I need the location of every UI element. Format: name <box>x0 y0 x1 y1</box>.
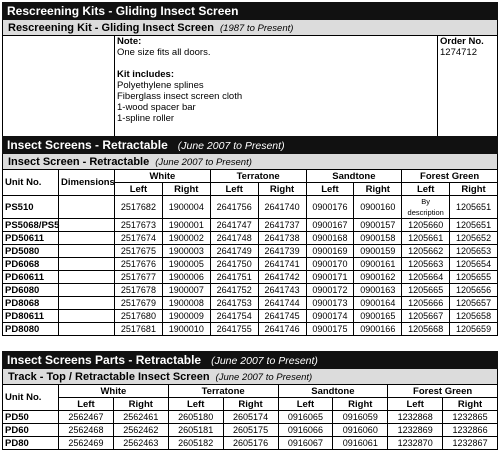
part-number-cell: 2562468 <box>59 424 114 437</box>
col-right: Right <box>162 183 210 196</box>
table-row <box>3 424 498 437</box>
part-number-cell: 2641741 <box>258 258 306 271</box>
part-number-cell: 2641749 <box>210 245 258 258</box>
col-right: Right <box>113 398 168 411</box>
part-number-cell: 1232865 <box>443 411 498 424</box>
part-number-cell: 2517679 <box>115 297 163 310</box>
part-number-cell: 1900002 <box>162 232 210 245</box>
part-number-cell: 1205658 <box>450 310 498 323</box>
part-number-cell: 2641750 <box>210 258 258 271</box>
unit-cell: PD60611 <box>3 271 59 284</box>
part-number-cell: 2517676 <box>115 258 163 271</box>
col-left: Left <box>115 183 163 196</box>
part-number-cell: 1205660 <box>402 219 450 232</box>
part-number-cell: 1205653 <box>450 245 498 258</box>
unit-cell: PD80611 <box>3 310 59 323</box>
part-number-cell: 2641740 <box>258 196 306 219</box>
part-number-cell: 1900001 <box>162 219 210 232</box>
table-row <box>3 271 498 284</box>
part-number-cell: 1232869 <box>388 424 443 437</box>
col-right: Right <box>333 398 388 411</box>
part-number-cell: 2517677 <box>115 271 163 284</box>
part-number-cell: 2605174 <box>223 411 278 424</box>
part-number-cell: 1900007 <box>162 284 210 297</box>
part-number-cell: 1900008 <box>162 297 210 310</box>
part-number-cell: 2517681 <box>115 323 163 336</box>
part-number-cell: 0916065 <box>278 411 333 424</box>
col-left: Left <box>402 183 450 196</box>
part-number-cell: 2641743 <box>258 284 306 297</box>
screens-subheader: Insect Screen - Retractable (June 2007 to Present) <box>2 154 498 170</box>
part-number-cell: 2641748 <box>210 232 258 245</box>
part-number-cell: 0900172 <box>306 284 354 297</box>
part-number-cell: 2641747 <box>210 219 258 232</box>
part-number-cell: 0900161 <box>354 258 402 271</box>
col-unit: Unit No. <box>3 385 59 411</box>
part-number-cell: 0900169 <box>306 245 354 258</box>
part-number-cell: 2641755 <box>210 323 258 336</box>
dimensions-cell <box>59 271 115 284</box>
part-number-cell: 2641754 <box>210 310 258 323</box>
col-right: Right <box>443 398 498 411</box>
part-number-cell: 2605176 <box>223 437 278 450</box>
col-dimensions: Dimensions <box>59 170 115 196</box>
table-row <box>3 219 498 232</box>
dimensions-cell <box>59 196 115 219</box>
parts-header: Insect Screens Parts - Retractable (June 2007 to Present) <box>2 351 498 369</box>
part-number-cell: 1205657 <box>450 297 498 310</box>
part-number-cell: 1232870 <box>388 437 443 450</box>
table-row <box>3 297 498 310</box>
kits-table <box>2 36 498 137</box>
kits-include-item: Fiberglass insect screen cloth <box>117 91 243 102</box>
kits-includes-label: Kit includes: <box>117 69 175 80</box>
part-number-cell: 0900175 <box>306 323 354 336</box>
part-number-cell: 0900166 <box>354 323 402 336</box>
kits-order-value: 1274712 <box>440 47 477 58</box>
part-number-cell: 1205663 <box>402 258 450 271</box>
table-row <box>3 232 498 245</box>
part-number-cell: 0900174 <box>306 310 354 323</box>
part-number-cell: 0916066 <box>278 424 333 437</box>
dimensions-cell <box>59 258 115 271</box>
col-color: Forest Green <box>388 385 498 398</box>
part-number-cell: 1205651 <box>450 219 498 232</box>
screens-section <box>2 136 498 336</box>
part-number-cell: 2641742 <box>258 271 306 284</box>
part-number-cell: 1205665 <box>402 284 450 297</box>
col-unit: Unit No. <box>3 170 59 196</box>
table-row <box>3 258 498 271</box>
part-number-cell: 1205662 <box>402 245 450 258</box>
col-left: Left <box>59 398 114 411</box>
col-color: Sandtone <box>306 170 402 183</box>
part-number-cell: 2517678 <box>115 284 163 297</box>
part-number-cell: 2641752 <box>210 284 258 297</box>
part-number-cell: 1232866 <box>443 424 498 437</box>
part-number-cell: 2517674 <box>115 232 163 245</box>
part-number-cell: 2605182 <box>168 437 223 450</box>
table-row <box>3 284 498 297</box>
part-number-cell: 0900171 <box>306 271 354 284</box>
part-number-cell: 0900167 <box>306 219 354 232</box>
dimensions-cell <box>59 219 115 232</box>
part-number-cell: 1900009 <box>162 310 210 323</box>
part-number-cell: 2562467 <box>59 411 114 424</box>
parts-table <box>2 385 498 450</box>
part-number-cell: 2562463 <box>113 437 168 450</box>
part-number-cell: 1900004 <box>162 196 210 219</box>
kits-order-cell: Order No. 1274712 <box>438 36 498 137</box>
unit-cell: PD80 <box>3 437 59 450</box>
part-number-cell: 1232867 <box>443 437 498 450</box>
parts-subheader: Track - Top / Retractable Insect Screen (June 2007 to Present) <box>2 369 498 385</box>
part-number-cell: 1205661 <box>402 232 450 245</box>
unit-cell: PS5068/PS5 <box>3 219 59 232</box>
part-number-cell: 0916060 <box>333 424 388 437</box>
part-number-cell: 1205656 <box>450 284 498 297</box>
part-number-cell: 2605175 <box>223 424 278 437</box>
col-color: Forest Green <box>402 170 498 183</box>
part-number-cell: 0900176 <box>306 196 354 219</box>
unit-cell: PD6068 <box>3 258 59 271</box>
part-number-cell: 0916067 <box>278 437 333 450</box>
part-number-cell: 1900005 <box>162 258 210 271</box>
part-number-cell: 2517680 <box>115 310 163 323</box>
kits-section <box>2 2 498 137</box>
part-number-cell: 1205659 <box>450 323 498 336</box>
col-right: Right <box>354 183 402 196</box>
table-row <box>3 196 498 219</box>
col-right: Right <box>223 398 278 411</box>
part-number-cell: 0900158 <box>354 232 402 245</box>
kits-include-item: 1-wood spacer bar <box>117 102 196 113</box>
part-number-cell: 2562461 <box>113 411 168 424</box>
part-number-cell: 2605181 <box>168 424 223 437</box>
part-number-cell: 1205668 <box>402 323 450 336</box>
unit-cell: PD8080 <box>3 323 59 336</box>
part-number-cell: 2517682 <box>115 196 163 219</box>
part-number-cell: 0916059 <box>333 411 388 424</box>
kits-include-item: 1-spline roller <box>117 113 175 124</box>
unit-cell: PD5080 <box>3 245 59 258</box>
part-number-cell: 1205652 <box>450 232 498 245</box>
part-number-cell: 2562462 <box>113 424 168 437</box>
dimensions-cell <box>59 245 115 258</box>
col-color: White <box>115 170 211 183</box>
part-number-cell: 1205655 <box>450 271 498 284</box>
part-number-cell: 0900165 <box>354 310 402 323</box>
kits-include-item: Polyethylene splines <box>117 80 204 91</box>
part-number-cell: 1205651 <box>450 196 498 219</box>
kits-subheader: Rescreening Kit - Gliding Insect Screen (1987 to Present) <box>2 20 498 36</box>
screens-table <box>2 170 498 336</box>
col-left: Left <box>168 398 223 411</box>
part-number-cell: 2641756 <box>210 196 258 219</box>
part-number-cell: 0900159 <box>354 245 402 258</box>
unit-cell: PD8068 <box>3 297 59 310</box>
part-number-cell: 2641737 <box>258 219 306 232</box>
part-number-cell: 2605180 <box>168 411 223 424</box>
dimensions-cell <box>59 297 115 310</box>
part-number-cell: By description <box>402 196 450 219</box>
part-number-cell: 1900003 <box>162 245 210 258</box>
kits-note-cell: Note: One size fits all doors. Kit includes: Polyethylene splines Fiberglass insect screen cloth 1-wood spacer bar 1-spline roller <box>115 36 438 137</box>
table-row <box>3 323 498 336</box>
col-left: Left <box>306 183 354 196</box>
part-number-cell: 0900163 <box>354 284 402 297</box>
part-number-cell: 0900160 <box>354 196 402 219</box>
dimensions-cell <box>59 310 115 323</box>
part-number-cell: 2562469 <box>59 437 114 450</box>
part-number-cell: 2641739 <box>258 245 306 258</box>
kits-note-text: One size fits all doors. <box>117 47 211 58</box>
part-number-cell: 1900006 <box>162 271 210 284</box>
dimensions-cell <box>59 323 115 336</box>
unit-cell: PS510 <box>3 196 59 219</box>
part-number-cell: 0900157 <box>354 219 402 232</box>
part-number-cell: 0900168 <box>306 232 354 245</box>
part-number-cell: 0900164 <box>354 297 402 310</box>
col-color: Terratone <box>168 385 278 398</box>
part-number-cell: 1232868 <box>388 411 443 424</box>
part-number-cell: 2517675 <box>115 245 163 258</box>
col-left: Left <box>388 398 443 411</box>
part-number-cell: 0916061 <box>333 437 388 450</box>
table-row <box>3 411 498 424</box>
part-number-cell: 2641753 <box>210 297 258 310</box>
col-color: Sandtone <box>278 385 388 398</box>
unit-cell: PD60 <box>3 424 59 437</box>
dimensions-cell <box>59 284 115 297</box>
part-number-cell: 1900010 <box>162 323 210 336</box>
col-color: Terratone <box>210 170 306 183</box>
part-number-cell: 0900170 <box>306 258 354 271</box>
part-number-cell: 2641744 <box>258 297 306 310</box>
unit-cell: PD6080 <box>3 284 59 297</box>
part-number-cell: 0900173 <box>306 297 354 310</box>
table-row <box>3 245 498 258</box>
dimensions-cell <box>59 232 115 245</box>
col-left: Left <box>278 398 333 411</box>
table-row <box>3 437 498 450</box>
part-number-cell: 1205654 <box>450 258 498 271</box>
part-number-cell: 2641745 <box>258 310 306 323</box>
col-right: Right <box>258 183 306 196</box>
part-number-cell: 2641746 <box>258 323 306 336</box>
parts-section <box>2 351 498 450</box>
part-number-cell: 2517673 <box>115 219 163 232</box>
col-right: Right <box>450 183 498 196</box>
col-color: White <box>59 385 169 398</box>
part-number-cell: 1205664 <box>402 271 450 284</box>
unit-cell: PD50611 <box>3 232 59 245</box>
part-number-cell: 2641751 <box>210 271 258 284</box>
part-number-cell: 1205666 <box>402 297 450 310</box>
part-number-cell: 1205667 <box>402 310 450 323</box>
part-number-cell: 0900162 <box>354 271 402 284</box>
col-left: Left <box>210 183 258 196</box>
part-number-cell: 2641738 <box>258 232 306 245</box>
kits-header: Rescreening Kits - Gliding Insect Screen <box>2 2 498 20</box>
table-row <box>3 310 498 323</box>
screens-header: Insect Screens - Retractable (June 2007 to Present) <box>2 136 498 154</box>
unit-cell: PD50 <box>3 411 59 424</box>
